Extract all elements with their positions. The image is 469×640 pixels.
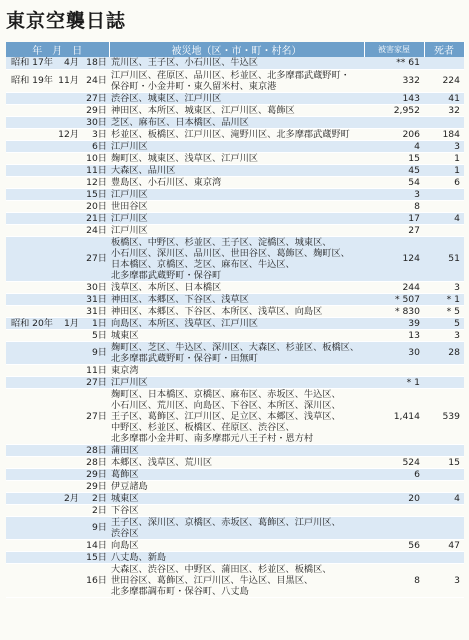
deaths-cell: 28 xyxy=(424,341,464,364)
date-day: 27日 xyxy=(86,410,107,422)
deaths-cell xyxy=(424,200,464,212)
date-day: 27日 xyxy=(86,92,107,104)
date-day: 31日 xyxy=(86,305,107,317)
date-cell xyxy=(6,140,109,152)
deaths-cell: 224 xyxy=(424,69,464,92)
deaths-cell xyxy=(424,480,464,492)
date-day: 29日 xyxy=(86,104,107,116)
table-row xyxy=(6,128,464,140)
deaths-cell: 3 xyxy=(424,140,464,152)
place-line: 世田谷区 xyxy=(111,200,148,212)
date-month: 12月 xyxy=(58,128,79,140)
table-row xyxy=(6,492,464,504)
place-line: 浅草区、本所区、日本橋区 xyxy=(111,281,222,293)
place-cell xyxy=(109,305,364,317)
deaths-cell xyxy=(424,468,464,480)
houses-cell: 332 xyxy=(364,69,424,92)
place-cell xyxy=(109,200,364,212)
table-row xyxy=(6,176,464,188)
deaths-cell: 5 xyxy=(424,317,464,329)
date-cell xyxy=(6,456,109,468)
place-line: 小石川区、深川区、品川区、世田谷区、葛飾区、麹町区、 xyxy=(111,247,350,259)
header-houses: 被害家屋 xyxy=(364,42,424,57)
date-day: 12日 xyxy=(86,176,107,188)
place-cell xyxy=(109,563,364,597)
date-day: 27日 xyxy=(86,253,107,264)
place-cell xyxy=(109,116,364,128)
place-line: 渋谷区 xyxy=(111,527,139,539)
place-line: 江戸川区 xyxy=(111,376,148,388)
houses-cell: 1,414 xyxy=(364,388,424,444)
deaths-cell: 1 xyxy=(424,164,464,176)
table-row xyxy=(6,57,464,69)
place-line: 江戸川区 xyxy=(111,224,148,236)
date-month: 4月 xyxy=(63,57,79,69)
place-cell xyxy=(109,456,364,468)
houses-cell: 15 xyxy=(364,152,424,164)
place-line: 板橋区、中野区、杉並区、王子区、淀橋区、城東区、 xyxy=(111,236,332,248)
place-cell xyxy=(109,504,364,516)
table-row xyxy=(6,444,464,456)
date-day: 18日 xyxy=(86,57,107,69)
deaths-cell: 3 xyxy=(424,281,464,293)
date-cell xyxy=(6,200,109,212)
place-cell xyxy=(109,176,364,188)
table-row xyxy=(6,104,464,116)
place-line: 向島区、本所区、浅草区、江戸川区 xyxy=(111,317,258,329)
table-row xyxy=(6,504,464,516)
place-line: 下谷区 xyxy=(111,504,139,516)
date-day: 2日 xyxy=(91,504,107,516)
houses-cell: 206 xyxy=(364,128,424,140)
place-cell xyxy=(109,376,364,388)
houses-cell: 2,952 xyxy=(364,104,424,116)
houses-cell: 6 xyxy=(364,468,424,480)
date-year: 19年 xyxy=(32,75,53,86)
place-line: 江戸川区 xyxy=(111,188,148,200)
houses-cell xyxy=(364,364,424,376)
date-era: 昭和 xyxy=(11,57,30,69)
date-cell xyxy=(6,468,109,480)
table-row xyxy=(6,551,464,563)
date-cell xyxy=(6,164,109,176)
place-cell xyxy=(109,480,364,492)
houses-cell: 4 xyxy=(364,140,424,152)
date-year: 20年 xyxy=(32,317,53,329)
place-line: 麹町区、芝区、牛込区、深川区、大森区、杉並区、板橋区、 xyxy=(111,341,360,353)
date-day: 29日 xyxy=(86,480,107,492)
date-day: 3日 xyxy=(91,128,107,140)
houses-cell: 39 xyxy=(364,317,424,329)
place-line: 王子区、深川区、京橋区、赤坂区、葛飾区、江戸川区、 xyxy=(111,516,341,528)
place-line: 北多摩郡武蔵野町・保谷町 xyxy=(111,269,222,281)
date-day: 9日 xyxy=(91,347,107,358)
date-month: 11月 xyxy=(58,75,79,86)
date-cell xyxy=(6,92,109,104)
deaths-cell xyxy=(424,551,464,563)
place-line: 小石川区、荒川区、向島区、下谷区、本所区、深川区、 xyxy=(111,399,341,411)
place-line: 蒲田区 xyxy=(111,444,139,456)
date-cell xyxy=(6,57,109,69)
date-cell xyxy=(6,444,109,456)
deaths-cell: 184 xyxy=(424,128,464,140)
date-day: 21日 xyxy=(86,212,107,224)
table-row xyxy=(6,563,464,597)
date-day: 24日 xyxy=(86,224,107,236)
place-line: 荒川区、王子区、小石川区、牛込区 xyxy=(111,57,258,69)
deaths-cell xyxy=(424,444,464,456)
houses-cell: 3 xyxy=(364,188,424,200)
deaths-cell: 539 xyxy=(424,388,464,444)
date-cell xyxy=(6,188,109,200)
place-line: 八丈島、新島 xyxy=(111,551,167,563)
date-cell xyxy=(6,563,109,597)
houses-cell: 20 xyxy=(364,492,424,504)
place-line: 江戸川区、荏原区、品川区、杉並区、北多摩郡武蔵野町・ xyxy=(111,69,350,81)
place-cell xyxy=(109,293,364,305)
table-row xyxy=(6,388,464,444)
deaths-cell xyxy=(424,224,464,236)
houses-cell xyxy=(364,551,424,563)
houses-cell: 27 xyxy=(364,224,424,236)
houses-cell: 124 xyxy=(364,236,424,281)
date-cell xyxy=(6,152,109,164)
table-row xyxy=(6,480,464,492)
deaths-cell: 32 xyxy=(424,104,464,116)
header-date: 年 月 日 xyxy=(6,42,109,57)
houses-cell: 8 xyxy=(364,563,424,597)
date-cell xyxy=(6,388,109,444)
date-day: 6日 xyxy=(91,140,107,152)
houses-cell: 524 xyxy=(364,456,424,468)
date-cell xyxy=(6,116,109,128)
date-cell xyxy=(6,551,109,563)
place-line: 麹町区、日本橋区、京橋区、麻布区、赤坂区、牛込区、 xyxy=(111,388,341,400)
date-day: 10日 xyxy=(86,152,107,164)
place-cell xyxy=(109,104,364,116)
date-cell xyxy=(6,376,109,388)
houses-cell: 13 xyxy=(364,329,424,341)
houses-cell: 244 xyxy=(364,281,424,293)
deaths-cell xyxy=(424,116,464,128)
date-day: 15日 xyxy=(86,551,107,563)
date-day: 5日 xyxy=(91,329,107,341)
place-cell xyxy=(109,164,364,176)
date-day: 20日 xyxy=(86,200,107,212)
place-cell xyxy=(109,69,364,92)
table-row xyxy=(6,317,464,329)
place-cell xyxy=(109,444,364,456)
place-cell xyxy=(109,516,364,539)
table-row xyxy=(6,281,464,293)
place-line: 城東区 xyxy=(111,329,139,341)
date-cell xyxy=(6,224,109,236)
place-cell xyxy=(109,388,364,444)
deaths-cell xyxy=(424,364,464,376)
date-day: 11日 xyxy=(86,364,107,376)
date-cell xyxy=(6,341,109,364)
place-line: 城東区 xyxy=(111,492,139,504)
date-month: 1月 xyxy=(63,317,79,329)
houses-cell: 30 xyxy=(364,341,424,364)
deaths-cell: 1 xyxy=(424,152,464,164)
date-day: 28日 xyxy=(86,456,107,468)
deaths-cell: 4 xyxy=(424,212,464,224)
place-line: 神田区、本郷区、下谷区、浅草区 xyxy=(111,293,249,305)
date-cell xyxy=(6,104,109,116)
deaths-cell: 41 xyxy=(424,92,464,104)
table-row xyxy=(6,364,464,376)
date-day: 31日 xyxy=(86,293,107,305)
date-day: 2日 xyxy=(91,492,107,504)
date-era: 昭和 xyxy=(11,317,30,329)
date-cell xyxy=(6,305,109,317)
date-cell xyxy=(6,516,109,539)
air-raid-log-table xyxy=(6,42,465,598)
place-cell xyxy=(109,92,364,104)
deaths-cell: 3 xyxy=(424,329,464,341)
houses-cell: * 830 xyxy=(364,305,424,317)
date-day: 1日 xyxy=(91,317,107,329)
place-cell xyxy=(109,188,364,200)
place-line: 北多摩郡小金井町、南多摩郡元八王子村・恩方村 xyxy=(111,432,314,444)
houses-cell xyxy=(364,516,424,539)
table-row xyxy=(6,376,464,388)
table-row xyxy=(6,293,464,305)
table-row xyxy=(6,236,464,281)
table-row xyxy=(6,539,464,551)
date-day: 9日 xyxy=(91,522,107,533)
deaths-cell: 15 xyxy=(424,456,464,468)
houses-cell xyxy=(364,480,424,492)
place-cell xyxy=(109,152,364,164)
date-cell xyxy=(6,364,109,376)
table-row xyxy=(6,188,464,200)
date-cell xyxy=(6,492,109,504)
place-line: 芝区、麻布区、日本橋区、品川区 xyxy=(111,116,249,128)
place-line: 向島区 xyxy=(111,539,139,551)
place-line: 保谷町・小金井町・東久留米村、東京港 xyxy=(111,80,277,92)
place-line: 伊豆諸島 xyxy=(111,480,148,492)
deaths-cell: 47 xyxy=(424,539,464,551)
table-row xyxy=(6,212,464,224)
place-cell xyxy=(109,329,364,341)
date-day: 14日 xyxy=(86,539,107,551)
place-line: 神田区、本郷区、下谷区、本所区、浅草区、向島区 xyxy=(111,305,323,317)
table-row xyxy=(6,200,464,212)
place-cell xyxy=(109,224,364,236)
table-row xyxy=(6,468,464,480)
date-cell xyxy=(6,281,109,293)
table-row xyxy=(6,329,464,341)
houses-cell xyxy=(364,444,424,456)
houses-cell: 45 xyxy=(364,164,424,176)
place-line: 王子区、葛飾区、江戸川区、足立区、本郷区、浅草区、 xyxy=(111,410,341,422)
date-cell xyxy=(6,329,109,341)
place-line: 東京湾 xyxy=(111,364,139,376)
place-cell xyxy=(109,341,364,364)
deaths-cell xyxy=(424,504,464,516)
date-day: 28日 xyxy=(86,444,107,456)
houses-cell: 8 xyxy=(364,200,424,212)
place-cell xyxy=(109,212,364,224)
table-row xyxy=(6,305,464,317)
date-cell xyxy=(6,236,109,281)
place-cell xyxy=(109,492,364,504)
date-day: 24日 xyxy=(86,75,107,86)
deaths-cell: 6 xyxy=(424,176,464,188)
date-day: 30日 xyxy=(86,281,107,293)
table-row xyxy=(6,116,464,128)
houses-cell: * 1 xyxy=(364,376,424,388)
place-line: 世田谷区、葛飾区、江戸川区、牛込区、目黒区、 xyxy=(111,574,314,586)
place-line: 北多摩郡武蔵野町・保谷町・田無町 xyxy=(111,352,258,364)
table-row xyxy=(6,92,464,104)
place-line: 北多摩郡調布町・保谷町、八丈島 xyxy=(111,585,249,597)
place-line: 江戸川区 xyxy=(111,140,148,152)
table-row xyxy=(6,341,464,364)
deaths-cell xyxy=(424,57,464,69)
place-line: 渋谷区、城東区、江戸川区 xyxy=(111,92,222,104)
date-cell xyxy=(6,480,109,492)
date-cell xyxy=(6,69,109,92)
date-cell xyxy=(6,176,109,188)
houses-cell: 143 xyxy=(364,92,424,104)
date-cell xyxy=(6,212,109,224)
houses-cell xyxy=(364,116,424,128)
place-line: 麹町区、城東区、浅草区、江戸川区 xyxy=(111,152,258,164)
header-deaths: 死者 xyxy=(424,42,464,57)
table-row xyxy=(6,456,464,468)
table-row xyxy=(6,140,464,152)
date-day: 29日 xyxy=(86,468,107,480)
date-cell xyxy=(6,504,109,516)
page-title: 東京空襲日誌 xyxy=(6,10,127,32)
table-row xyxy=(6,164,464,176)
place-line: 豊島区、小石川区、東京湾 xyxy=(111,176,222,188)
houses-cell: 56 xyxy=(364,539,424,551)
date-day: 30日 xyxy=(86,116,107,128)
place-cell xyxy=(109,364,364,376)
deaths-cell: * 5 xyxy=(424,305,464,317)
place-line: 杉並区、板橋区、江戸川区、滝野川区、北多摩郡武蔵野町 xyxy=(111,128,350,140)
houses-cell: 17 xyxy=(364,212,424,224)
date-day: 27日 xyxy=(86,376,107,388)
deaths-cell xyxy=(424,188,464,200)
houses-cell xyxy=(364,504,424,516)
houses-cell: 54 xyxy=(364,176,424,188)
place-line: 葛飾区 xyxy=(111,468,139,480)
place-cell xyxy=(109,281,364,293)
place-line: 本郷区、浅草区、荒川区 xyxy=(111,456,213,468)
place-line: 大森区、品川区 xyxy=(111,164,176,176)
place-cell xyxy=(109,551,364,563)
houses-cell: ** 61 xyxy=(364,57,424,69)
table-body xyxy=(6,57,464,597)
place-line: 大森区、渋谷区、中野区、蒲田区、杉並区、板橋区、 xyxy=(111,563,332,575)
table-row xyxy=(6,224,464,236)
place-cell xyxy=(109,57,364,69)
date-era: 昭和 xyxy=(11,75,30,86)
deaths-cell: * 1 xyxy=(424,293,464,305)
date-day: 16日 xyxy=(86,574,107,586)
table-header-row xyxy=(6,42,464,57)
date-cell xyxy=(6,539,109,551)
place-line: 日本橋区、京橋区、芝区、麻布区、牛込区、 xyxy=(111,258,295,270)
date-cell xyxy=(6,317,109,329)
deaths-cell: 3 xyxy=(424,563,464,597)
deaths-cell xyxy=(424,376,464,388)
date-day: 11日 xyxy=(86,164,107,176)
table-row xyxy=(6,516,464,539)
place-cell xyxy=(109,236,364,281)
place-cell xyxy=(109,317,364,329)
date-year: 17年 xyxy=(32,57,53,69)
place-cell xyxy=(109,468,364,480)
place-cell xyxy=(109,140,364,152)
header-place: 被災地（区・市・町・村名） xyxy=(109,42,364,57)
houses-cell: * 507 xyxy=(364,293,424,305)
deaths-cell: 4 xyxy=(424,492,464,504)
date-cell xyxy=(6,293,109,305)
place-line: 中野区、杉並区、板橋区、荏原区、渋谷区、 xyxy=(111,421,295,433)
date-month: 2月 xyxy=(63,492,79,504)
place-line: 江戸川区 xyxy=(111,212,148,224)
deaths-cell: 51 xyxy=(424,236,464,281)
date-cell xyxy=(6,128,109,140)
place-cell xyxy=(109,128,364,140)
table-row xyxy=(6,152,464,164)
place-cell xyxy=(109,539,364,551)
date-day: 15日 xyxy=(86,188,107,200)
place-line: 神田区、本所区、城東区、江戸川区、葛飾区 xyxy=(111,104,295,116)
table-row xyxy=(6,69,464,92)
deaths-cell xyxy=(424,516,464,539)
